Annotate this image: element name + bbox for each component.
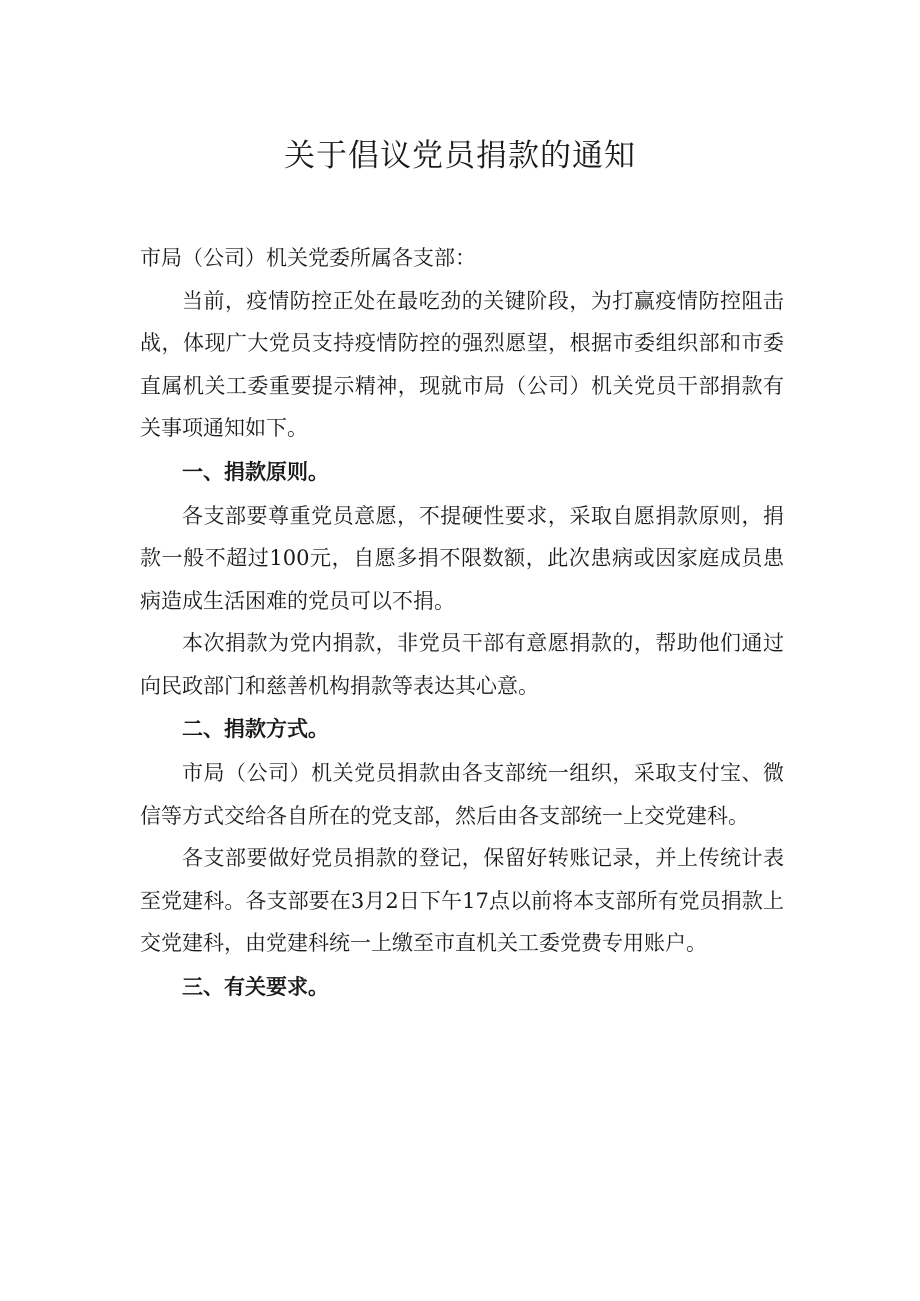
section-heading-principles: 一、捐款原则。 [182, 459, 329, 484]
section-heading-requirements: 三、有关要求。 [182, 974, 329, 999]
principles-paragraph-1: 各支部要尊重党员意愿，不提硬性要求，采取自愿捐款原则，捐款一般不超过100元，自愿多捐不限数额，此次患病或因家庭成员患病造成生活困难的党员可以不捐。 [140, 503, 784, 613]
document-title: 关于倡议党员捐款的通知 [284, 138, 636, 174]
document-body [140, 237, 784, 1010]
salutation: 市局（公司）机关党委所属各支部： [140, 246, 476, 270]
method-paragraph-2: 各支部要做好党员捐款的登记，保留好转账记录，并上传统计表至党建科。各支部要在3月2日下午17点以前将本支部所有党员捐款上交党建科，由党建科统一上缴至市直机关工委党费专用账户。 [140, 846, 784, 955]
method-paragraph-1: 市局（公司）机关党员捐款由各支部统一组织，采取支付宝、微信等方式交给各自所在的党支部，然后由各支部统一上交党建科。 [140, 761, 784, 828]
principles-paragraph-2: 本次捐款为党内捐款，非党员干部有意愿捐款的，帮助他们通过向民政部门和慈善机构捐款等表达其心意。 [140, 631, 784, 698]
section-heading-method: 二、捐款方式。 [182, 717, 329, 741]
intro-paragraph: 当前，疫情防控正处在最吃劲的关键阶段，为打赢疫情防控阻击战，体现广大党员支持疫情防控的强烈愿望，根据市委组织部和市委直属机关工委重要提示精神，现就市局（公司）机关党员干部捐款有关事项通知如下。 [140, 288, 784, 440]
